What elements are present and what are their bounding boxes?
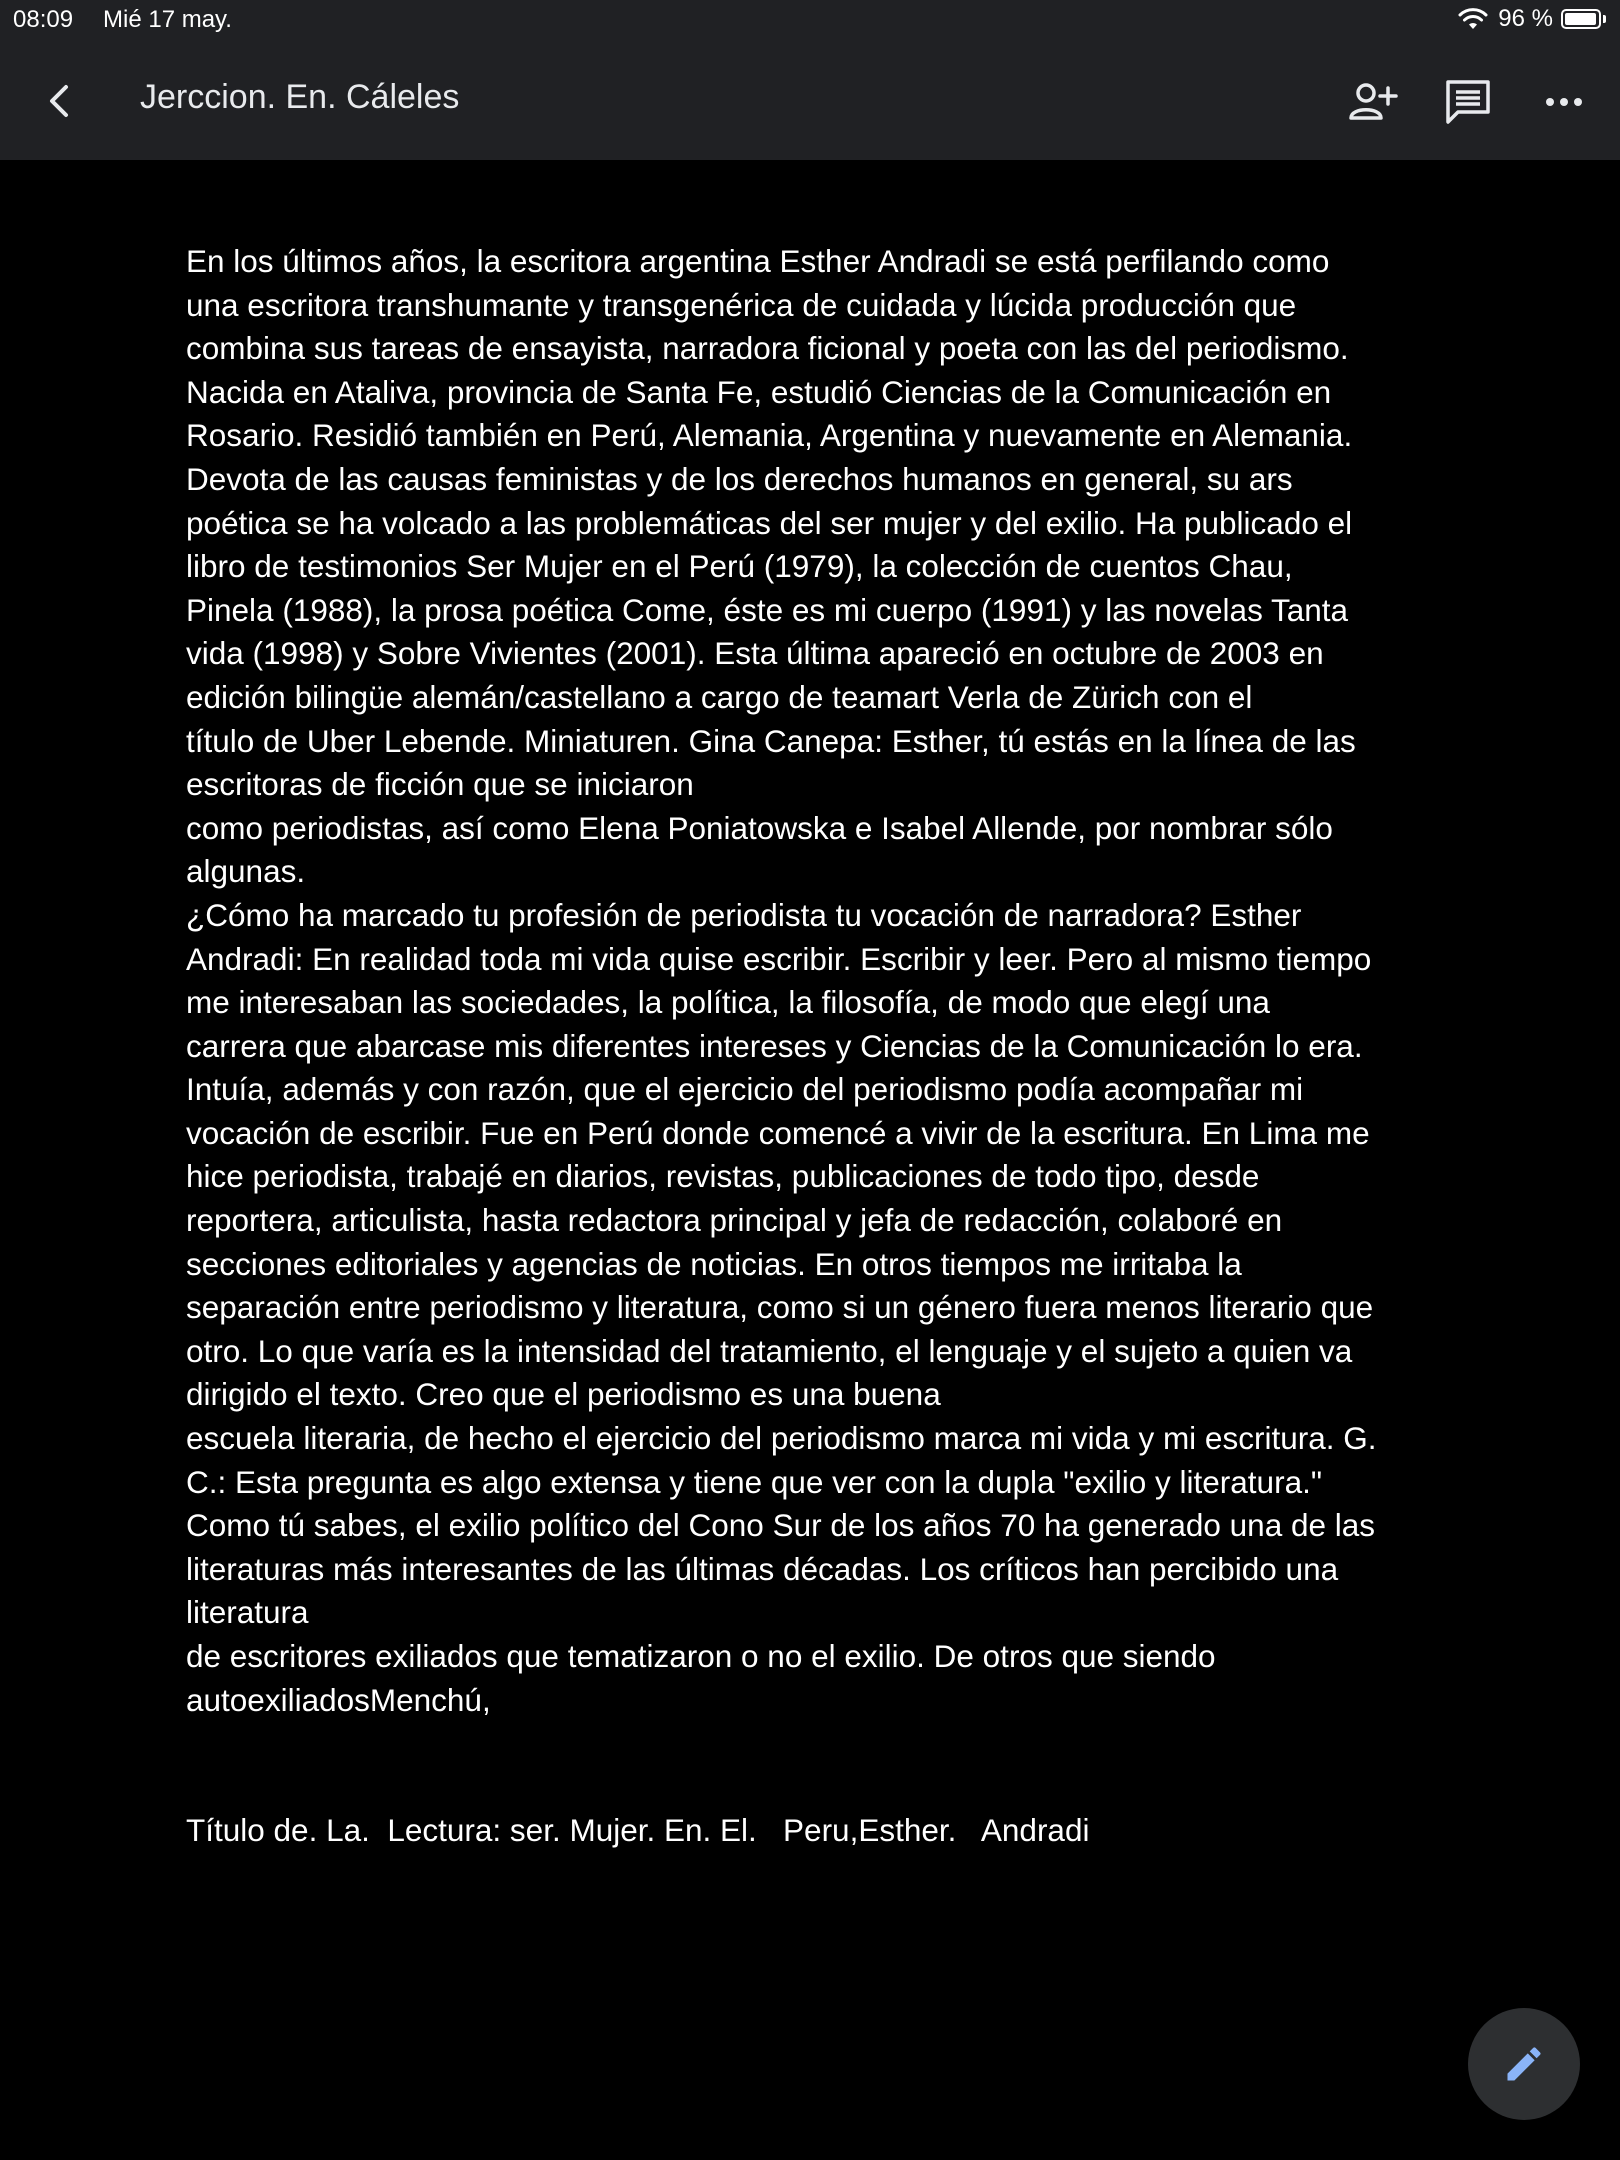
paragraph: como periodistas, así como Elena Poniatowska e Isabel Allende, por nombrar sólo algunas. bbox=[186, 809, 1333, 890]
battery-icon bbox=[1561, 9, 1601, 29]
status-time: 08:09 bbox=[13, 6, 74, 33]
edit-button[interactable] bbox=[1468, 2008, 1580, 2120]
edit-pencil-icon bbox=[1502, 2042, 1546, 2086]
blank-space bbox=[186, 1722, 1456, 1809]
more-horiz-icon[interactable] bbox=[1536, 74, 1592, 130]
battery-nub bbox=[1603, 15, 1606, 23]
status-bar bbox=[0, 0, 1620, 40]
paragraph: ¿Cómo ha marcado tu profesión de periodista tu vocación de narradora? Esther Andradi: En realidad toda mi vida quise escribir. Escribir y leer. Pero al mismo tiempo me interesaban las sociedades, la política, la filosofía, de modo que elegí una carrera que abarcase mis diferentes intereses y Ciencias de la Comunicación lo era. Intuía, además y con razón, que el ejercicio del periodismo podía acompañar mi vocación de escribir. Fue en Perú donde comencé a vivir de la escritura. En Lima me hice periodista, trabajé en diarios, revistas, publicaciones de todo tipo, desde reportera, articulista, hasta redactora principal y jefa de redacción, colaboré en secciones editoriales y agencias de noticias. En otros tiempos me irritaba la separación entre periodismo y literatura, como si un género fuera menos literario que otro. Lo que varía es la intensidad del tratamiento, el lenguaje y el sujeto a quien va dirigido el texto. Creo que el periodismo es una buena bbox=[186, 896, 1374, 1413]
status-indicators bbox=[1458, 5, 1606, 33]
comment-icon[interactable] bbox=[1440, 74, 1496, 130]
wifi-icon bbox=[1458, 7, 1488, 31]
status-date: Mié 17 may. bbox=[103, 6, 232, 33]
paragraph: En los últimos años, la escritora argentina Esther Andradi se está perfilando como una escritora transhumante y transgenérica de cuidada y lúcida producción que combina sus tareas de ensayista, narradora ficional y poeta con las del periodismo. Nacida en Ataliva, provincia de Santa Fe, estudió Ciencias de la Comunicación en Rosario. Residió también en Perú, Alemania, Argentina y nuevamente en Alemania. Devota de las causas feministas y de los derechos humanos en general, su ars poética se ha volcado a las problemáticas del ser mujer y del exilio. Ha publicado el libro de testimonios Ser Mujer en el Perú (1979), la colección de cuentos Chau, Pinela (1988), la prosa poética Come, éste es mi cuerpo (1991) y las novelas Tanta vida (1998) y Sobre Vivientes (2001). Esta última apareció en octubre de 2003 en edición bilingüe alemán/castellano a cargo de teamart Verla de Zürich con el título de Uber Lebende. Miniaturen. Gina Canepa: Esther, tú estás en la línea de las escritoras de ficción que se iniciaron bbox=[186, 243, 1356, 803]
add-person-icon[interactable] bbox=[1344, 74, 1400, 130]
app-bar bbox=[0, 40, 1620, 160]
paragraph: de escritores exiliados que tematizaron o no el exilio. De otros que siendo autoexiliadosMenchú, bbox=[186, 1638, 1216, 1718]
arrow-back-icon[interactable] bbox=[34, 74, 88, 128]
footer-line: Título de. La. Lectura: ser. Mujer. En. El. Peru,Esther. Andradi bbox=[186, 1812, 1090, 1849]
document-body[interactable] bbox=[186, 240, 1456, 1853]
battery-percent: 96 % bbox=[1498, 5, 1553, 32]
document-title: Jerccion. En. Cáleles bbox=[140, 78, 460, 116]
paragraph: escuela literaria, de hecho el ejercicio del periodismo marca mi vida y mi escritura. G. C.: Esta pregunta es algo extensa y tiene que ver con la dupla "exilio y literatura." Como tú sabes, el exilio político del Cono Sur de los años 70 ha generado una de las literaturas más interesantes de las últimas décadas. Los críticos han percibido una literatura bbox=[186, 1420, 1377, 1631]
battery-level bbox=[1565, 13, 1596, 25]
